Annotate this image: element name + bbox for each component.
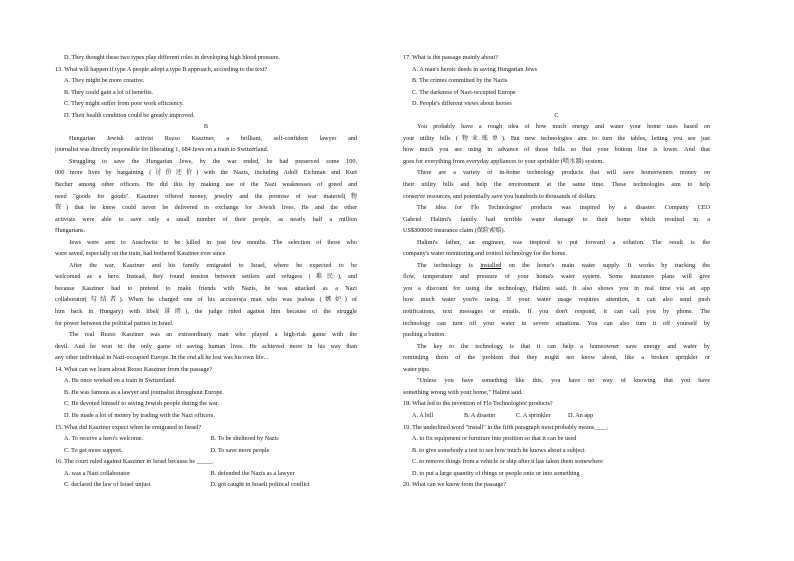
text-line: because Kasztner had to pretend to make friends with Nazis, he was attacked as a Nazi	[55, 284, 357, 292]
text-line: goes for everything from everyday appliances to your sprinkler (喷水器) system.	[403, 157, 604, 165]
text-line: him back in Hungary) with libel(诽谤), the judge ruled against him because of the struggle	[55, 308, 357, 316]
question-stem: 13. What will happen if type A people adopt a type B approach, according to the text?	[55, 65, 268, 73]
question-stem: 15. What did Kasztner expect when he emigrated to Israel?	[55, 423, 202, 431]
option-c: C. The darkness of Nazi-occupied Europe	[412, 88, 516, 96]
text-line: After the war, Kasztner and his family emigrated to Israel, where he expected to be	[69, 261, 357, 269]
text-line: Struggling to save the Hungarian Jews, by the war ended, he had preserved some 100,	[69, 157, 357, 165]
question-13	[55, 64, 357, 122]
text-line: journalist was directly responsible for liberating 1, 684 Jews on a train to Switzerland.	[55, 146, 269, 154]
question-stem: 18. What led to the invention of Flo Technologies' products?	[403, 400, 553, 408]
passage-b-paragraph-5	[55, 329, 357, 364]
option-a: A. To receive a hero's welcome.	[64, 435, 144, 443]
text-line: how much you are using in advance of those bills so that your bottom line is lower. And that	[403, 146, 710, 154]
question-14	[55, 364, 357, 422]
passage-c-paragraph-2	[403, 167, 710, 202]
text-line: US$300000 insurance claim (保险索赔).	[403, 227, 506, 235]
text-line: water pipe.	[403, 365, 431, 373]
option-b: B. He was famous as a lawyer and journalist throughout Europe.	[64, 388, 224, 396]
option-a: A. They might be more creative.	[64, 77, 145, 85]
text-line: need "goods for goods". Kasztner offered money, jewelry and the promise of war materiel(物	[55, 192, 357, 200]
text-line	[403, 260, 710, 272]
text-line: something wrong with your home," Halimi said.	[403, 388, 523, 396]
question-15	[55, 422, 357, 457]
option-a: A. to fix equipment or furniture into position so that it can be used	[412, 435, 577, 443]
text-line: any other individual in Nazi-occupied Europe. In the end all he lost was his own life...	[55, 354, 269, 362]
text-line: were saved, especially on the train, had bothered Kasztner ever since.	[55, 250, 227, 258]
question-stem: 19. The underlined word "install" in the fifth paragraph most probably means____.	[403, 423, 609, 431]
text-line: The key to the technology is that it can help a homeowner save energy and water by	[417, 342, 710, 350]
option-a: A. A man's heroic deeds in saving Hungarian Jews	[412, 65, 538, 73]
option-d: D. To save more people	[210, 446, 270, 454]
option-c: C. A sprinkler	[516, 411, 551, 419]
option-b: B. To be sheltered by Nazis	[210, 435, 279, 443]
text-line: collaborator(勾结者). When he charged one of his accusers(a man who was jealous (嫉妒) of	[55, 296, 357, 304]
text-line: Hungarian Jewish activist Rezso Kasztner, a brilliant, self-confident lawyer and	[69, 134, 357, 142]
passage-c-paragraph-3	[403, 202, 710, 237]
text-line: notifications, text messages or emails. If you don't respond, it can call you by phone. The	[403, 308, 710, 316]
option-d: D. got caught in Israeli political conflict	[210, 481, 310, 489]
text-line: for power between the political parties in Israel.	[55, 319, 174, 327]
text-line: devil. And he won in the only game of saving human lives. He achieved more in his way than	[55, 342, 357, 350]
text-line: The idea for Flo Technologies' products was inspired by a disaster. Company CEO	[417, 204, 710, 212]
question-stem: 16. The court ruled against Kasztner in Israel because he _____.	[55, 458, 214, 466]
text-line: Hungarians.	[55, 227, 86, 235]
text-line: your utility bills (物业账单). But new technologies aim to turn the tables, letting you see just	[403, 134, 710, 142]
question-16	[55, 456, 357, 491]
option-d: D. Their health condition could be greatly improved.	[64, 111, 195, 119]
option-c: C. to remove things from a vehicle or ship after it has taken them somewhere	[412, 458, 603, 466]
passage-c-paragraph-1	[403, 121, 710, 167]
text-line: technology can turn off your water in severe situations. You can also turn it off yourself by	[403, 319, 710, 327]
prev-question-option-d: D. They thought these two types play different roles in developing high blood pressure.	[64, 54, 281, 61]
passage-c-paragraph-6	[403, 341, 710, 376]
text-line: Jews were sent to Auschwitz to be killed in just few months. The selection of those who	[69, 238, 357, 246]
options-row	[55, 468, 357, 480]
question-17	[403, 52, 710, 110]
text-line: Becher among other officers. He did this by making use of the Nazi weaknesses of greed and	[55, 181, 357, 189]
question-18	[403, 398, 710, 421]
option-b: B. They could gain a lot of benefits.	[64, 88, 154, 96]
right-column	[403, 52, 710, 491]
option-a: A. was a Nazi collaborator	[64, 469, 131, 477]
passage-b-paragraph-2	[55, 156, 357, 237]
text-line: 资) that he knew could never be delivered in exchange for Jewish lives. He and the other	[55, 204, 357, 212]
option-c: C. declared the law of Israel unjust	[64, 481, 151, 489]
option-c: C. They might suffer from poor work efficiency.	[64, 100, 184, 108]
options-row	[403, 410, 710, 422]
left-column	[55, 52, 357, 491]
text-line: company's water monitoring and control technology for the home.	[403, 250, 567, 258]
question-stem: 17. What is the passage mainly about?	[403, 54, 498, 61]
text-line: The real Rezso Kasztner was an extraordinary man who played a high-risk game with the	[69, 331, 357, 339]
text-span: The technology is	[417, 261, 481, 269]
text-line: 000 more lives by bargaining (讨价还价) with the Nazis, including Adolf Eichman and Kurt	[55, 169, 357, 177]
option-b: B. A disaster	[464, 411, 496, 419]
options-row	[55, 433, 357, 445]
section-heading-b: B	[203, 123, 209, 131]
option-c: C. To get more support.	[64, 446, 123, 454]
option-d: D. to put a large quantity of things or people onto or into something	[412, 469, 580, 477]
options-row	[55, 479, 357, 491]
text-line: conserve resources, and potentially save you hundreds to thousands of dollars.	[403, 192, 597, 200]
passage-c-paragraph-5	[403, 260, 710, 341]
text-line: pushing a button.	[403, 331, 446, 339]
question-19	[403, 422, 710, 480]
text-line: their utility bills and help the environment at the same time. These technologies aim to help	[403, 181, 710, 189]
option-d: D. People's different views about heroes	[412, 100, 512, 108]
text-line: activists were able to save only a small number of their people, as nearly half a million	[55, 215, 357, 223]
question-stem: 14. What can we learn about Rezso Kasztner from the passage?	[55, 365, 213, 373]
option-a: A. He once worked on a train in Switzerland.	[64, 377, 177, 385]
passage-b-paragraph-4	[55, 260, 357, 329]
question-20	[403, 479, 710, 491]
text-line: "Unless you have something like this, you have no way of knowing that you have	[417, 377, 710, 385]
option-b: B. to give somebody a test to see how much he knows about a subject	[412, 446, 585, 454]
option-b: B. The crimes committed by the Nazis	[412, 77, 508, 85]
text-line: how much water you're using. If your water usage requires attention, it can also send push	[403, 296, 710, 304]
option-d: D. An app	[568, 411, 594, 419]
passage-c-paragraph-7	[403, 375, 710, 398]
options-row	[55, 445, 357, 457]
option-a: A. A bill	[412, 411, 434, 419]
text-line: Halimi's father, an engineer, was inspired to put forward a solution. The result is the	[417, 238, 710, 246]
text-line: reminding them of the problem that they might not know about, like a broken sprinkler or	[403, 354, 710, 362]
text-line: you a discount for using the technology, Halimi said. It also shows you in real time via an app	[403, 284, 710, 292]
option-d: D. He made a lot of money by trading with the Nazi officers.	[64, 411, 215, 419]
text-line: You probably have a rough idea of how much energy and water your home uses based on	[417, 123, 710, 131]
question-stem: 20. What can we know from the passage?	[403, 481, 506, 489]
passage-c-paragraph-4	[403, 237, 710, 260]
text-line: Gabriel Halimi's family had terrible water damage to their home which resulted in a	[403, 215, 710, 223]
text-line: flow, temperature and pressure of your home's water system. Some insurance plans will give	[403, 273, 710, 281]
text-span: on the home's main water supply. It works by tracking the	[501, 261, 710, 269]
text-line: There are a variety of in-home technology products that will save homeowners money on	[417, 169, 710, 177]
option-b: B. defended the Nazis as a lawyer	[210, 469, 295, 477]
option-c: C. He devoted himself to saving Jewish people during the war.	[64, 400, 220, 408]
underlined-word-installed: installed	[480, 261, 502, 269]
passage-b-paragraph-1	[55, 133, 357, 156]
passage-b-paragraph-3	[55, 237, 357, 260]
text-line: welcomed as a hero. Instead, they found tension between settlers and refugees (难民), and	[55, 273, 357, 281]
section-heading-c: C	[554, 111, 559, 119]
